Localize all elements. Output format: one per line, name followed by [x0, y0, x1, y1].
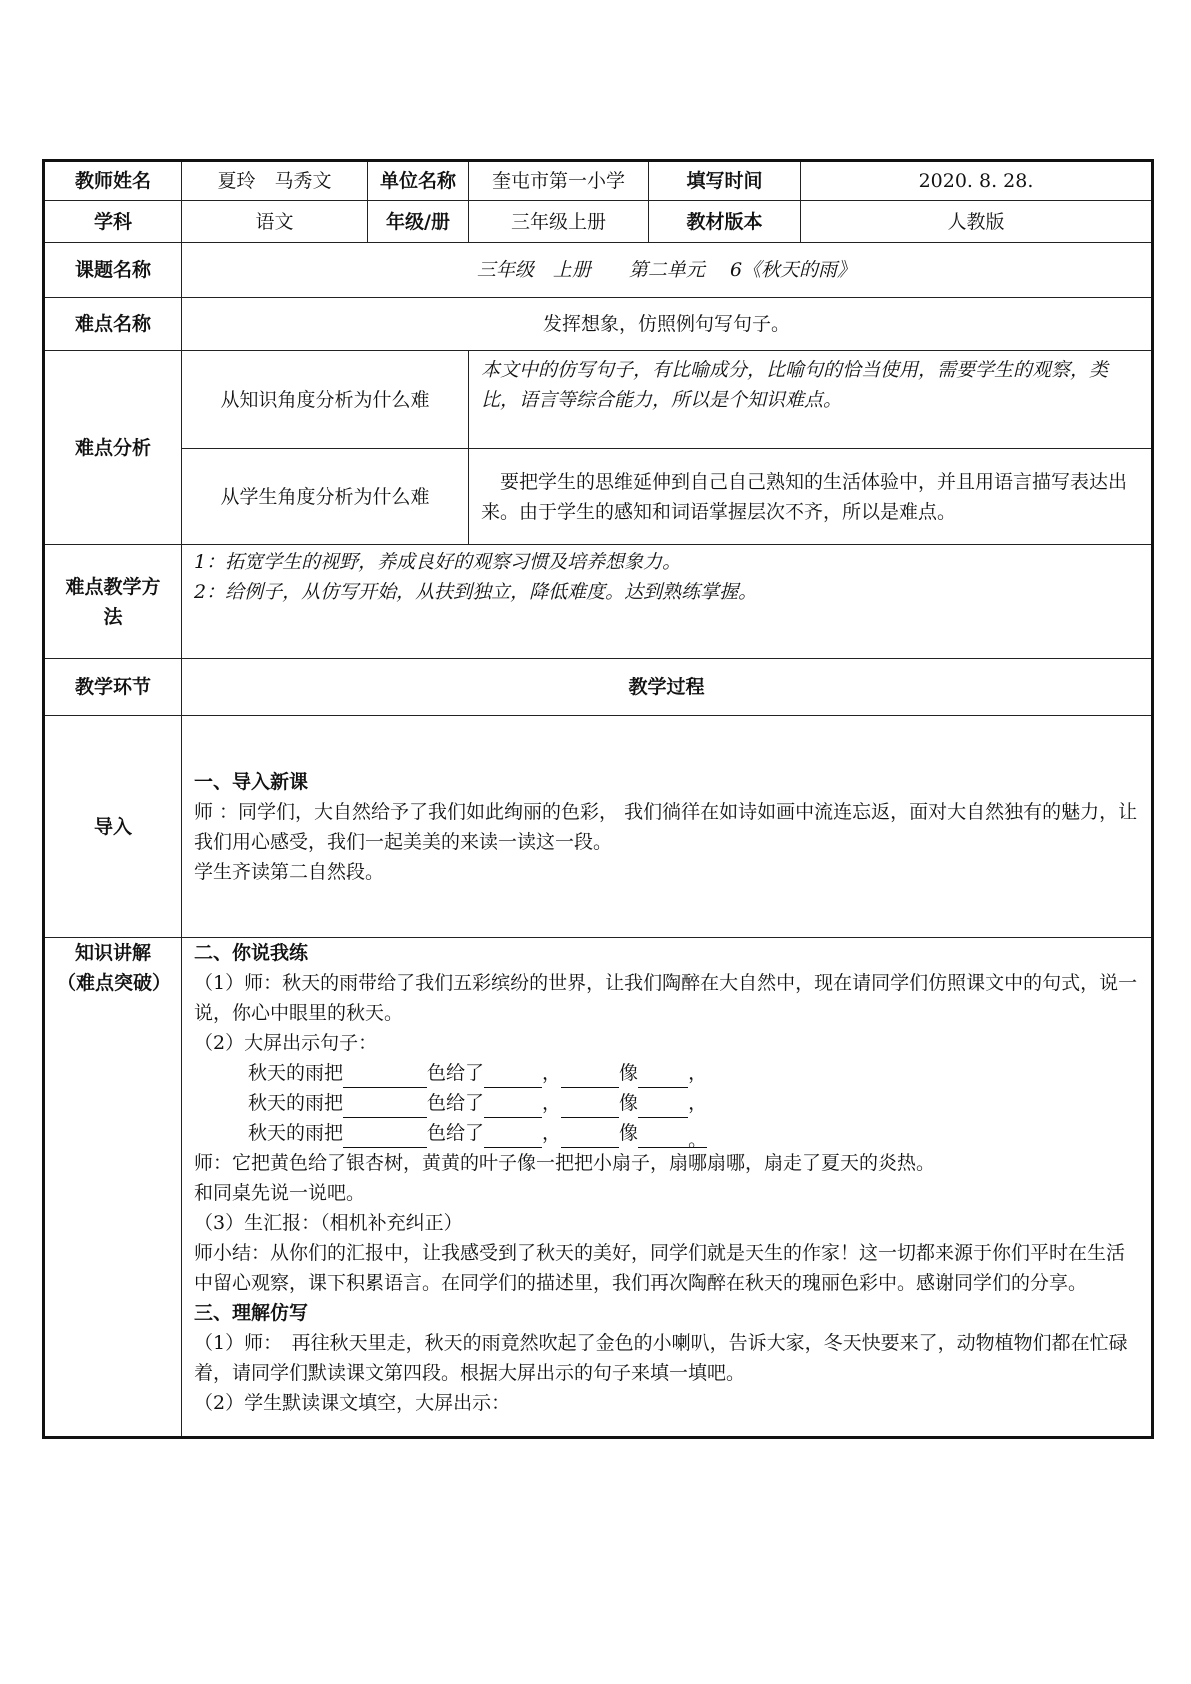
knowledge-label — [44, 938, 182, 1438]
unit-value: 奎屯市第一小学 — [469, 161, 649, 201]
fill-text-c: ， — [542, 1122, 562, 1144]
fill-text-a: 秋天的雨把 — [248, 1092, 344, 1114]
intro-content — [182, 716, 1153, 938]
fill-blank — [484, 1125, 542, 1148]
date-label: 填写时间 — [649, 161, 801, 201]
student-angle-text: 要把学生的思维延伸到自己自己熟知的生活体验中，并且用语言描写表达出来。由于学生的感知和词语掌握层次不齐，所以是难点。 — [469, 449, 1153, 545]
stage-header: 教学环节 — [44, 659, 182, 716]
fill-end: 。 — [688, 1125, 707, 1148]
fill-blank — [484, 1095, 542, 1118]
fill-blank — [561, 1065, 619, 1088]
header-row-1 — [44, 161, 1153, 201]
teacher-label: 教师姓名 — [44, 161, 182, 201]
knowledge-angle-text: 本文中的仿写句子，有比喻成分，比喻句的恰当使用，需要学生的观察，类比，语言等综合能力，所以是个知识难点。 — [469, 351, 1153, 449]
knowledge-p2: （2）大屏出示句子： — [194, 1032, 378, 1054]
intro-row — [44, 716, 1153, 938]
difficulty-value: 发挥想象，仿照例句写句子。 — [182, 298, 1153, 351]
fill-blank — [484, 1065, 542, 1088]
knowledge-p5: （3）生汇报：（相机补充纠正） — [194, 1212, 463, 1234]
fill-sentence-3 — [194, 1118, 1139, 1151]
lesson-plan-table — [42, 159, 1154, 1439]
knowledge-p3: 师：它把黄色给了银杏树，黄黄的叶子像一把把小扇子，扇哪扇哪，扇走了夏天的炎热。 — [194, 1152, 936, 1174]
fill-sentence-1 — [194, 1058, 1139, 1088]
fill-blank — [343, 1065, 427, 1088]
fill-text-b: 色给了 — [427, 1062, 485, 1084]
intro-line: 学生齐读第二自然段。 — [194, 860, 385, 883]
intro-label: 导入 — [44, 716, 182, 938]
fill-blank — [638, 1125, 688, 1148]
fill-end: ， — [688, 1062, 708, 1084]
topic-label: 课题名称 — [44, 243, 182, 298]
intro-title: 一、导入新课 — [194, 770, 309, 793]
knowledge-content — [182, 938, 1153, 1438]
knowledge-p7: （1）师： 再往秋天里走，秋天的雨竟然吹起了金色的小喇叭，告诉大家，冬天快要来了，动物植物们都在忙碌着，请同学们默读课文第四段。根据大屏出示的句子来填一填吧。 — [194, 1332, 1128, 1384]
method-text — [182, 545, 1153, 659]
knowledge-p8: （2）学生默读课文填空，大屏出示： — [194, 1392, 511, 1414]
fill-text-d: 像 — [619, 1062, 639, 1084]
fill-text-d: 像 — [619, 1122, 639, 1144]
topic-value: 三年级 上册 第二单元 6《秋天的雨》 — [182, 243, 1153, 298]
fill-blank — [638, 1095, 688, 1118]
teacher-value: 夏玲 马秀文 — [182, 161, 368, 201]
intro-paragraph: 师 ：同学们，大自然给予了我们如此绚丽的色彩， 我们徜徉在如诗如画中流连忘返，面对大自然独有的魅力，让我们用心感受，我们一起美美的来读一读这一段。 — [194, 800, 1138, 853]
analysis-row-knowledge — [44, 351, 1153, 449]
fill-text-a: 秋天的雨把 — [248, 1062, 344, 1084]
knowledge-p1: （1）师：秋天的雨带给了我们五彩缤纷的世界，让我们陶醉在大自然中，现在请同学们仿照课文中的句式，说一说，你心中眼里的秋天。 — [194, 972, 1138, 1024]
method-line-2: 2：给例子，从仿写开始，从扶到独立，降低难度。达到熟练掌握。 — [194, 581, 758, 603]
method-label: 难点教学方法 — [44, 545, 182, 659]
fill-sentence-2 — [194, 1088, 1139, 1118]
knowledge-angle-label: 从知识角度分析为什么难 — [182, 351, 469, 449]
grade-value: 三年级上册 — [469, 201, 649, 243]
knowledge-label-line-1: 知识讲解 — [74, 942, 151, 964]
knowledge-row — [44, 938, 1153, 1438]
topic-row — [44, 243, 1153, 298]
header-row-2 — [44, 201, 1153, 243]
subject-value: 语文 — [182, 201, 368, 243]
subject-label: 学科 — [44, 201, 182, 243]
fill-blank — [561, 1095, 619, 1118]
analysis-label: 难点分析 — [44, 351, 182, 545]
difficulty-row — [44, 298, 1153, 351]
fill-blank — [561, 1125, 619, 1148]
fill-blank — [343, 1095, 427, 1118]
grade-label: 年级/册 — [368, 201, 469, 243]
knowledge-p4: 和同桌先说一说吧。 — [194, 1182, 366, 1204]
fill-text-c: ， — [542, 1092, 562, 1114]
section-three-title: 三、理解仿写 — [194, 1302, 309, 1324]
section-two-title: 二、你说我练 — [194, 942, 309, 964]
fill-text-a: 秋天的雨把 — [248, 1122, 344, 1144]
unit-label: 单位名称 — [368, 161, 469, 201]
knowledge-p6: 师小结：从你们的汇报中，让我感受到了秋天的美好，同学们就是天生的作家！这一切都来源于你们平时在生活中留心观察，课下积累语言。在同学们的描述里，我们再次陶醉在秋天的瑰丽色彩中。感谢同学们的分享。 — [194, 1242, 1126, 1294]
process-header-row — [44, 659, 1153, 716]
difficulty-label: 难点名称 — [44, 298, 182, 351]
edition-value: 人教版 — [801, 201, 1153, 243]
fill-text-b: 色给了 — [427, 1122, 485, 1144]
fill-text-d: 像 — [619, 1092, 639, 1114]
method-line-1: 1：拓宽学生的视野，养成良好的观察习惯及培养想象力。 — [194, 551, 682, 573]
date-value: 2020. 8. 28. — [801, 161, 1153, 201]
process-header: 教学过程 — [182, 659, 1153, 716]
fill-blank — [343, 1125, 427, 1148]
knowledge-label-line-2: （难点突破） — [57, 972, 172, 994]
fill-blank — [638, 1065, 688, 1088]
analysis-row-student — [44, 449, 1153, 545]
student-angle-label: 从学生角度分析为什么难 — [182, 449, 469, 545]
fill-text-c: ， — [542, 1062, 562, 1084]
fill-end: ， — [688, 1092, 708, 1114]
fill-text-b: 色给了 — [427, 1092, 485, 1114]
edition-label: 教材版本 — [649, 201, 801, 243]
method-row — [44, 545, 1153, 659]
